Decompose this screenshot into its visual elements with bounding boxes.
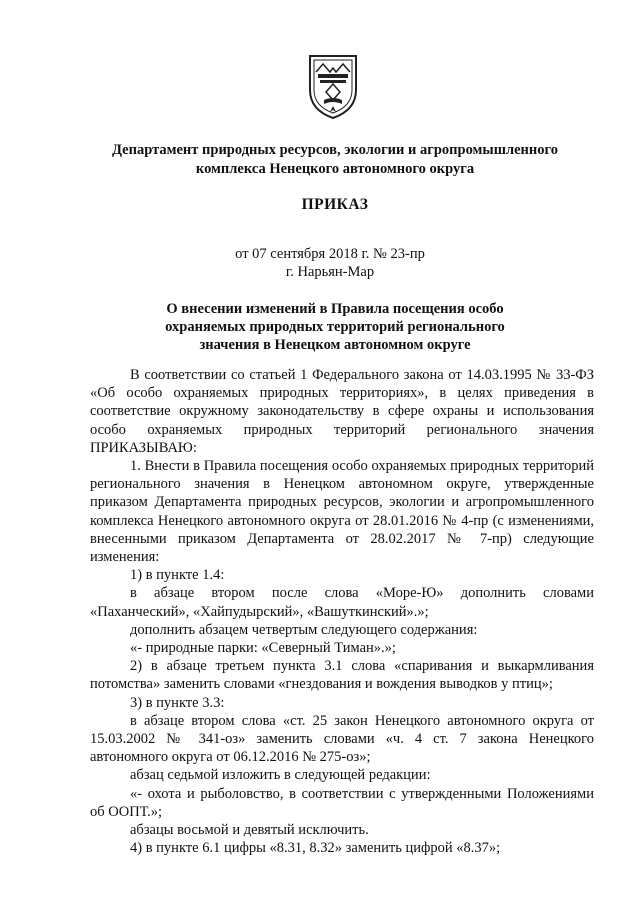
order-date-block (230, 245, 430, 281)
paragraph-amend-7: абзацы восьмой и девятый исключить. (130, 822, 369, 839)
paragraph-amend-2: дополнить абзацем четвертым следующего содержания: (130, 621, 478, 638)
paragraph-sub-4: 4) в пункте 6.1 цифры «8.31, 8.32» заменить цифрой «8.37»; (130, 840, 501, 857)
paragraph-amend-6: «- охота и рыболовство, в соответствии с утвержденными Положениями об ООПТ.»; (90, 785, 594, 820)
paragraph-amend-5: абзац седьмой изложить в следующей редакции: (130, 767, 431, 784)
org-line-1: Департамент природных ресурсов, экологии и агропромышленного (112, 142, 558, 158)
paragraph-item-1: 1. Внести в Правила посещения особо охраняемых природных территорий регионального значения в Ненецком автономном округе, утвержденные приказом Департамента природных ресурсов, экологии и агропромышленного комплекса Ненецкого автономного округа от 28.01.2016 № 4-пр (с изменениями, внесенными приказом Департамента от 28.02.2017 № 7-пр) следующие изменения: (90, 458, 594, 566)
paragraph-sub-1: 1) в пункте 1.4: (130, 567, 225, 584)
org-line-2: комплекса Ненецкого автономного округа (195, 161, 475, 177)
paragraph-sub-2: 2) в абзаце третьем пункта 3.1 слова «спаривания и выкармливания потомства» заменить словами «гнездования и вождения выводков у птиц»; (90, 658, 594, 693)
paragraph-amend-4: в абзаце втором слова «ст. 25 закон Ненецкого автономного округа от 15.03.2002 № 341-оз» заменить словами «ч. 4 ст. 7 закона Ненецкого автономного округа от 06.12.2016 № 275-оз»; (90, 712, 594, 766)
paragraph-preamble: В соответствии со статьей 1 Федерального закона от 14.03.1995 № 33-ФЗ «Об особо охраняемых природных территориях», в целях приведения в соответствие окружному законодательству в сфере охраны и использования особо охраняемых природных территорий регионального значения ПРИКАЗЫВАЮ: (90, 367, 594, 456)
subject-line-2: охраняемых природных территорий регионального (165, 319, 505, 335)
paragraph-amend-1: в абзаце втором после слова «Море-Ю» дополнить словами «Паханческий», «Хайпудырский», «Вашуткинский».»; (90, 585, 594, 620)
organization-name (90, 141, 580, 179)
paragraph-sub-3: 3) в пункте 3.3: (130, 694, 225, 711)
subject-line-1: О внесении изменений в Правила посещения особо (166, 301, 504, 317)
order-body (90, 366, 594, 857)
order-title: ПРИКАЗ (301, 196, 369, 213)
order-date: от 07 сентября 2018 г. № 23-пр (235, 246, 425, 262)
order-city: г. Нарьян-Мар (285, 264, 375, 280)
coat-of-arms-emblem (306, 50, 360, 120)
subject-line-3: значения в Ненецком автономном округе (199, 337, 471, 353)
order-subject (120, 300, 550, 354)
paragraph-amend-3: «- природные парки: «Северный Тиман».»; (130, 640, 396, 657)
